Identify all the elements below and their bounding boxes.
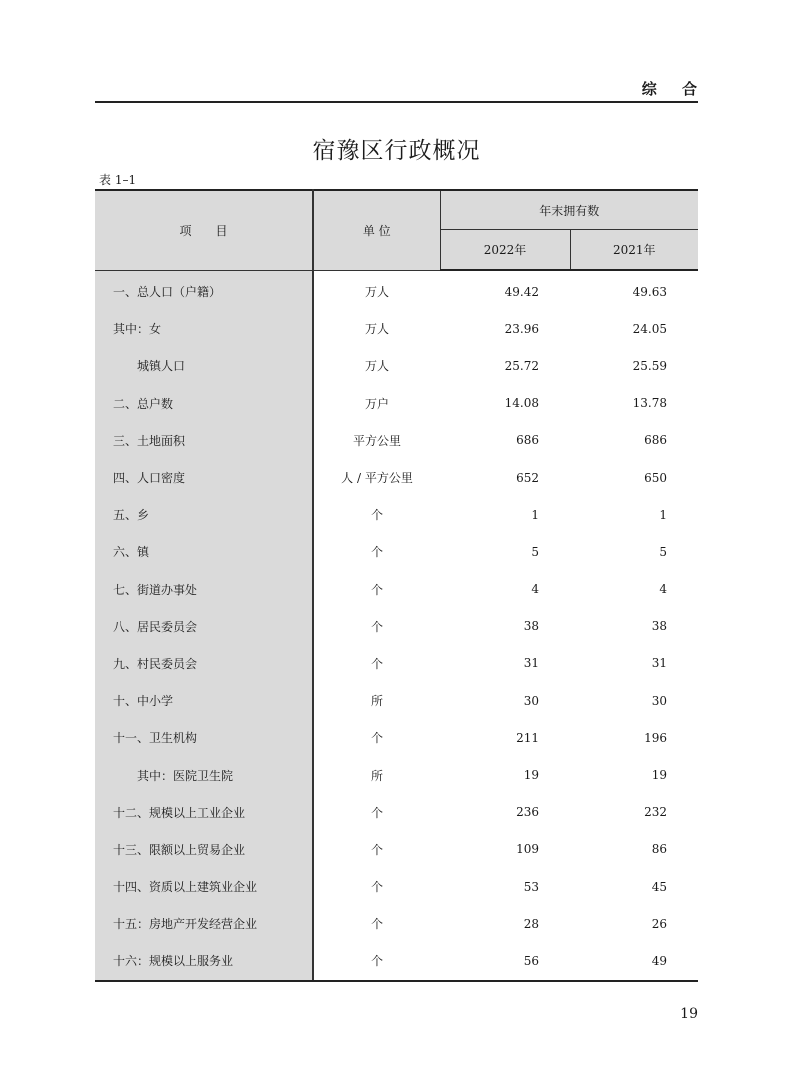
row-value-2021: 24.05 — [632, 321, 668, 336]
table-row — [95, 645, 698, 682]
row-value-2021: 49 — [570, 942, 698, 980]
row-item-label: 十五：房地产开发经营企业 — [95, 905, 313, 942]
row-item-label: 十、中小学 — [95, 682, 313, 719]
row-item-label: 一、总人口（户籍） — [95, 270, 313, 310]
table-row — [95, 533, 698, 570]
row-item-label: 五、乡 — [95, 496, 313, 533]
row-item-label: 十二、规模以上工业企业 — [95, 794, 313, 831]
row-value-2022: 31 — [523, 656, 539, 671]
row-item-label: 九、村民委员会 — [95, 645, 313, 682]
row-unit: 万人 — [364, 322, 389, 337]
row-unit: 平方公里 — [352, 433, 401, 448]
table-row — [95, 496, 698, 533]
data-table-container — [95, 189, 698, 982]
row-item-label: 三、土地面积 — [95, 422, 313, 459]
row-item-label: 十三、限额以上贸易企业 — [95, 831, 313, 868]
row-value-2021: 86 — [651, 842, 668, 857]
row-value-2021: 30 — [651, 693, 668, 708]
row-value-2022: 4 — [531, 582, 539, 597]
row-value-2022: 28 — [523, 916, 539, 931]
row-value-2022: 38 — [523, 619, 539, 634]
row-value-2022: 23.96 — [504, 321, 539, 336]
row-value-2021: 31 — [651, 656, 668, 671]
table-row — [95, 270, 698, 310]
row-item-label: 其中：女 — [95, 310, 313, 347]
row-unit: 万人 — [364, 359, 389, 374]
row-unit: 万户 — [364, 396, 389, 411]
row-unit: 个 — [370, 545, 383, 560]
row-value-2021: 650 — [644, 470, 668, 485]
header-item: 项 目 — [95, 190, 313, 270]
row-unit: 个 — [370, 731, 383, 746]
section-label: 综 合 — [641, 80, 698, 98]
header-2022: 2022年 — [440, 230, 570, 271]
row-value-2021: 232 — [644, 805, 668, 820]
row-item-label: 城镇人口 — [95, 347, 313, 384]
row-item-label: 十四、资质以上建筑业企业 — [95, 868, 313, 905]
row-value-2022: 14.08 — [504, 396, 539, 411]
row-value-2021: 4 — [659, 582, 668, 597]
row-value-2022: 652 — [516, 470, 539, 485]
row-item-label: 八、居民委员会 — [95, 608, 313, 645]
row-value-2021: 196 — [644, 730, 668, 745]
row-unit: 个 — [370, 842, 383, 857]
row-item-label: 十六：规模以上服务业 — [95, 942, 313, 980]
row-value-2021: 13.78 — [632, 396, 668, 411]
row-value-2021: 49.63 — [632, 284, 668, 299]
row-value-2022: 56 — [440, 942, 570, 980]
table-row — [95, 385, 698, 422]
row-value-2022: 19 — [523, 768, 539, 783]
header-unit: 单 位 — [313, 190, 440, 270]
table-row — [95, 831, 698, 868]
row-value-2021: 26 — [651, 916, 668, 931]
row-unit: 万人 — [364, 284, 389, 299]
table-row — [95, 905, 698, 942]
row-value-2022: 211 — [516, 730, 539, 745]
table-row — [95, 310, 698, 347]
row-item-label: 四、人口密度 — [95, 459, 313, 496]
table-row — [95, 571, 698, 608]
row-value-2021: 38 — [651, 619, 668, 634]
row-item-label: 其中：医院卫生院 — [95, 756, 313, 793]
row-value-2022: 30 — [523, 693, 539, 708]
row-unit: 个 — [370, 582, 383, 597]
row-item-label: 七、街道办事处 — [95, 571, 313, 608]
table-row — [95, 347, 698, 384]
page-number: 19 — [680, 1006, 698, 1022]
row-item-label: 六、镇 — [95, 533, 313, 570]
table-row — [95, 422, 698, 459]
row-unit: 个 — [370, 805, 383, 820]
table-row — [95, 942, 698, 980]
row-value-2022: 25.72 — [504, 358, 539, 373]
row-item-label: 十一、卫生机构 — [95, 719, 313, 756]
table-number: 表 1–1 — [99, 173, 137, 187]
row-value-2021: 5 — [659, 544, 668, 559]
row-value-2022: 53 — [523, 879, 539, 894]
table-row — [95, 459, 698, 496]
table-row — [95, 719, 698, 756]
row-unit: 个 — [313, 942, 440, 980]
row-unit: 个 — [370, 917, 383, 932]
table-row — [95, 608, 698, 645]
row-value-2021: 25.59 — [632, 358, 668, 373]
row-value-2021: 19 — [651, 768, 668, 783]
row-value-2021: 1 — [659, 507, 668, 522]
table-row — [95, 682, 698, 719]
row-value-2022: 236 — [516, 805, 539, 820]
row-unit: 个 — [370, 619, 383, 634]
table-row — [95, 756, 698, 793]
row-value-2022: 686 — [516, 433, 539, 448]
header-rule — [95, 101, 698, 103]
row-unit: 个 — [370, 880, 383, 895]
row-value-2021: 45 — [651, 879, 668, 894]
row-value-2022: 49.42 — [504, 284, 539, 299]
header-year-end-count: 年末拥有数 — [440, 190, 698, 230]
table-row — [95, 868, 698, 905]
row-value-2021: 686 — [644, 433, 668, 448]
data-table — [95, 189, 698, 982]
row-unit: 个 — [370, 656, 383, 671]
row-unit: 个 — [370, 508, 383, 523]
row-value-2022: 1 — [531, 507, 539, 522]
row-value-2022: 109 — [516, 842, 539, 857]
table-body — [95, 270, 698, 981]
header-2021: 2021年 — [570, 230, 698, 271]
row-item-label: 二、总户数 — [95, 385, 313, 422]
page-title: 宿豫区行政概况 — [312, 138, 481, 164]
row-value-2022: 5 — [531, 544, 539, 559]
row-unit: 所 — [370, 694, 383, 709]
row-unit: 人 / 平方公里 — [341, 471, 413, 486]
row-unit: 所 — [370, 768, 383, 783]
table-row — [95, 794, 698, 831]
table-header — [95, 190, 698, 270]
